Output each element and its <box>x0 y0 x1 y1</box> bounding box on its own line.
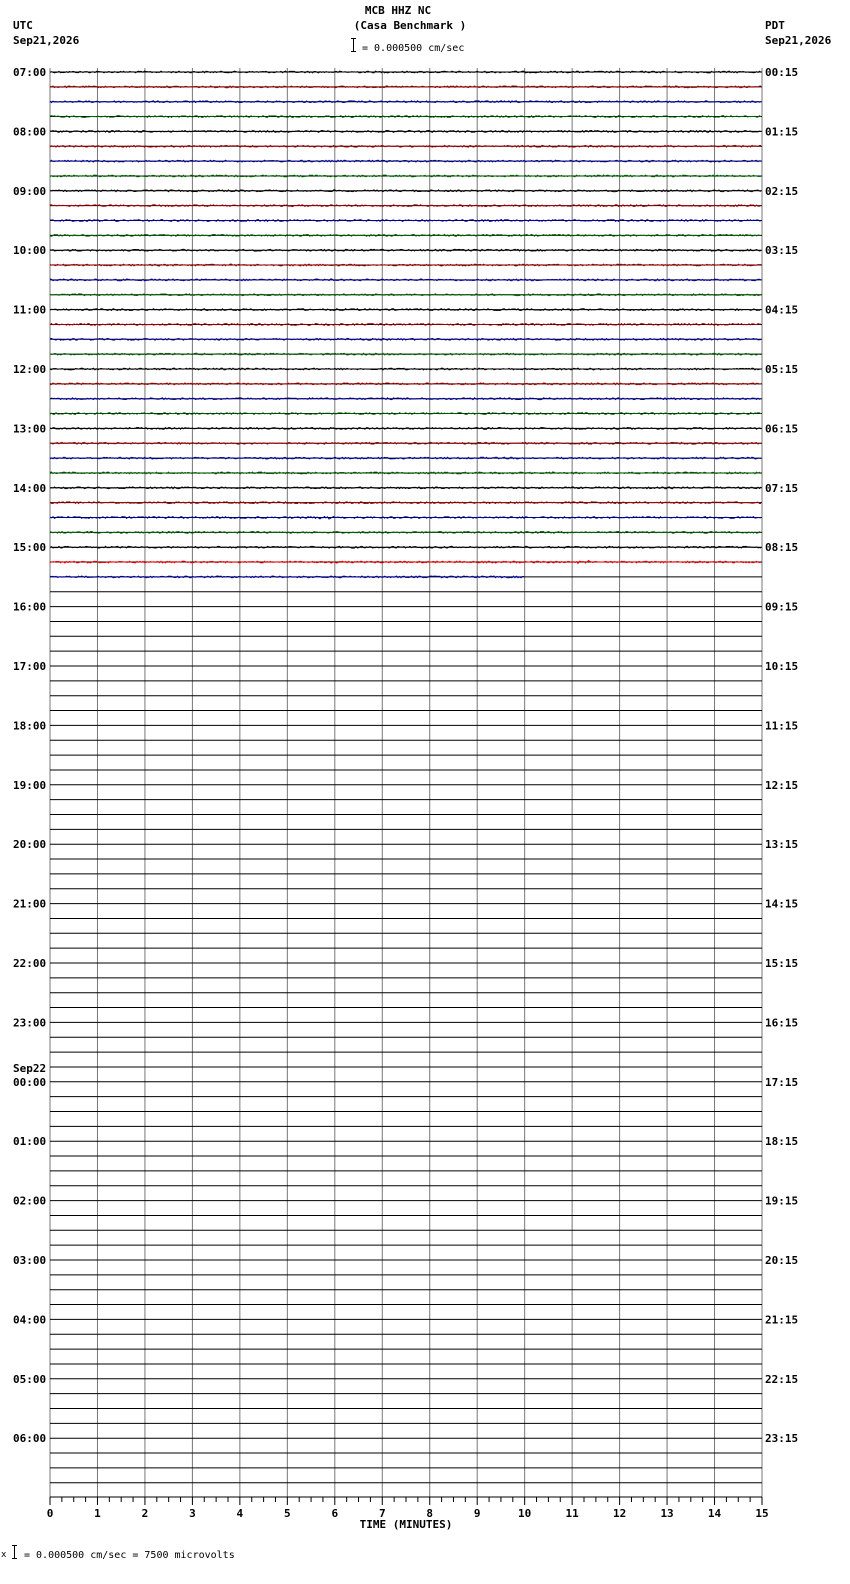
x-tick-label: 1 <box>94 1507 101 1520</box>
left-hour-label: 16:00 <box>13 600 47 614</box>
right-hour-label: 17:15 <box>765 1075 799 1089</box>
right-hour-label: 08:15 <box>765 541 799 555</box>
left-hour-label: 13:00 <box>13 422 47 436</box>
right-hour-label: 14:15 <box>765 897 799 911</box>
footer-scale-label: = 0.000500 cm/sec = 7500 microvolts <box>24 1550 235 1561</box>
left-hour-label: 12:00 <box>13 363 47 376</box>
right-hour-label: 03:15 <box>765 244 799 258</box>
seismic-trace <box>50 220 761 222</box>
left-hour-label: 14:00 <box>13 481 47 495</box>
right-hour-label: 12:15 <box>765 778 799 792</box>
x-tick-label: 10 <box>518 1507 532 1520</box>
x-axis-label: TIME (MINUTES) <box>359 1518 453 1531</box>
right-timezone-label: PDT <box>765 19 785 32</box>
seismic-trace <box>50 324 761 326</box>
x-tick-label: 7 <box>378 1507 386 1520</box>
seismic-trace <box>50 428 761 430</box>
footer-scale-bar-icon <box>12 1545 17 1559</box>
x-tick-label: 13 <box>660 1507 674 1520</box>
seismic-trace <box>50 368 761 370</box>
seismic-trace <box>50 561 761 564</box>
right-hour-label: 01:15 <box>765 125 799 139</box>
left-hour-label: 19:00 <box>13 778 47 792</box>
x-tick-label: 11 <box>565 1507 579 1520</box>
left-hour-label: 23:00 <box>13 1016 47 1030</box>
left-hour-label: 03:00 <box>13 1254 47 1267</box>
left-hour-label: 17:00 <box>13 660 47 673</box>
right-hour-label: 05:15 <box>765 363 799 376</box>
left-hour-label: 06:00 <box>13 1432 47 1446</box>
footer-marker: x <box>1 1550 7 1560</box>
right-hour-label: 06:15 <box>765 422 799 436</box>
x-tick-label: 15 <box>755 1507 769 1520</box>
left-hour-label: 20:00 <box>13 838 47 852</box>
site-name: (Casa Benchmark ) <box>353 19 467 32</box>
x-tick-label: 3 <box>189 1507 196 1520</box>
x-tick-label: 8 <box>426 1507 434 1520</box>
left-hour-label: 08:00 <box>13 125 47 139</box>
x-tick-label: 9 <box>473 1507 481 1520</box>
right-hour-label: 02:15 <box>765 184 799 198</box>
x-tick-label: 5 <box>284 1507 291 1520</box>
seismic-trace <box>50 309 761 311</box>
left-date-label: Sep21,2026 <box>13 34 80 47</box>
left-hour-label: 10:00 <box>13 244 47 258</box>
seismic-trace <box>50 249 761 251</box>
right-hour-label: 11:15 <box>765 719 799 733</box>
right-hour-label: 09:15 <box>765 600 799 614</box>
x-tick-label: 2 <box>141 1507 149 1520</box>
station-title: MCB HHZ NC <box>364 4 432 17</box>
right-hour-label: 16:15 <box>765 1016 799 1030</box>
left-hour-label: 02:00 <box>13 1194 47 1208</box>
seismic-trace <box>50 86 761 88</box>
x-tick-label: 0 <box>46 1507 54 1520</box>
right-hour-label: 19:15 <box>765 1194 799 1208</box>
left-hour-label: 15:00 <box>13 541 47 555</box>
right-hour-label: 13:15 <box>765 838 799 852</box>
right-hour-label: 23:15 <box>765 1432 799 1446</box>
date-change-label: Sep22 <box>13 1061 47 1075</box>
left-timezone-label: UTC <box>13 19 33 32</box>
right-hour-label: 10:15 <box>765 660 799 673</box>
left-hour-label: 00:00 <box>13 1075 47 1089</box>
seismic-trace <box>50 264 761 266</box>
right-hour-label: 00:15 <box>765 66 799 79</box>
right-hour-label: 18:15 <box>765 1135 799 1149</box>
left-hour-label: 21:00 <box>13 897 47 911</box>
left-hour-label: 22:00 <box>13 957 47 970</box>
left-hour-label: 18:00 <box>13 719 47 733</box>
seismic-trace <box>50 205 761 207</box>
x-tick-label: 12 <box>612 1507 627 1520</box>
scale-label: = 0.000500 cm/sec <box>362 43 465 54</box>
right-hour-label: 21:15 <box>765 1313 799 1327</box>
right-hour-label: 15:15 <box>765 957 799 970</box>
left-hour-label: 01:00 <box>13 1135 47 1149</box>
right-hour-label: 07:15 <box>765 481 799 495</box>
left-hour-label: 07:00 <box>13 66 47 79</box>
left-hour-label: 11:00 <box>13 303 47 317</box>
left-hour-label: 09:00 <box>13 184 47 198</box>
seismic-trace <box>50 398 761 400</box>
seismic-trace <box>50 338 761 340</box>
left-hour-label: 04:00 <box>13 1313 47 1327</box>
x-tick-label: 14 <box>707 1507 722 1520</box>
seismic-trace <box>50 502 761 504</box>
seismic-trace <box>50 353 761 355</box>
right-hour-label: 22:15 <box>765 1372 799 1386</box>
x-tick-label: 6 <box>331 1507 339 1520</box>
right-hour-label: 04:15 <box>765 303 799 317</box>
x-tick-label: 4 <box>236 1507 244 1520</box>
right-hour-label: 20:15 <box>765 1254 799 1267</box>
left-hour-label: 05:00 <box>13 1372 47 1386</box>
right-date-label: Sep21,2026 <box>765 34 832 47</box>
